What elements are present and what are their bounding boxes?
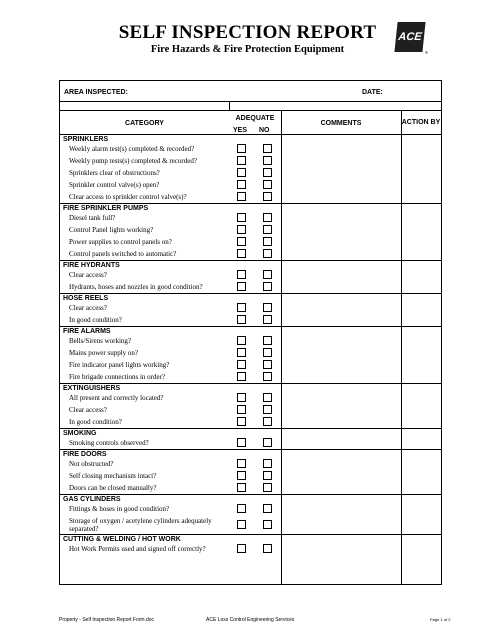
adequate-divider-tick [229,102,230,110]
checklist-item-label: Weekly pump tests(s) completed & recorded? [69,157,197,165]
yes-checkbox[interactable] [237,438,246,447]
checklist-item [60,212,441,224]
checklist-item [60,302,441,314]
section-heading: FIRE ALARMS [60,326,441,335]
checklist-item-label: Fire indicator panel lights working? [69,361,170,369]
header-comments: COMMENTS [320,120,362,127]
yes-checkbox[interactable] [237,270,246,279]
yes-checkbox[interactable] [237,336,246,345]
checklist-item-label: Control Panel lights working? [69,226,154,234]
no-checkbox[interactable] [263,417,272,426]
no-checkbox[interactable] [263,225,272,234]
checklist-item [60,503,441,515]
checklist-item-label: Clear access to sprinkler control valve(s)? [69,193,187,201]
no-checkbox[interactable] [263,348,272,357]
checklist-item-label: All present and correctly located? [69,394,164,402]
no-checkbox[interactable] [263,237,272,246]
report-title: SELF INSPECTION REPORT [118,22,377,43]
checklist-item-label: Control panels switched to automatic? [69,250,177,258]
section-heading: FIRE SPRINKLER PUMPS [60,203,441,212]
checklist-item [60,191,441,203]
yes-checkbox[interactable] [237,372,246,381]
yes-checkbox[interactable] [237,504,246,513]
no-checkbox[interactable] [263,360,272,369]
area-inspected-label: AREA INSPECTED: [64,89,128,96]
checklist-item [60,482,441,494]
checklist-item [60,404,441,416]
checklist-item-label: Smoking controls observed? [69,439,149,447]
checklist-item [60,179,441,191]
header-adequate: ADEQUATE [235,115,275,122]
header-action-by: ACTION BY [401,119,441,126]
no-checkbox[interactable] [263,180,272,189]
checklist-item-label: Fittings & hoses in good condition? [69,505,170,513]
checklist-item-label: Clear access? [69,406,107,414]
no-checkbox[interactable] [263,282,272,291]
inspection-form [59,80,442,585]
logo-text: ACE [397,31,423,43]
checklist-item [60,248,441,260]
yes-checkbox[interactable] [237,192,246,201]
yes-checkbox[interactable] [237,144,246,153]
section-heading: FIRE DOORS [60,449,441,458]
report-subtitle: Fire Hazards & Fire Protection Equipment [150,44,345,55]
checklist-item-label: Fire brigade connections in order? [69,373,166,381]
spacer-row [60,102,441,110]
checklist-item-label: Mains power supply on? [69,349,139,357]
checklist-item [60,155,441,167]
checklist-item-label: Weekly alarm test(s) completed & recorded? [69,145,195,153]
registered-mark: ® [425,50,428,55]
checklist-item-label: Hot Work Permits used and signed off correctly? [69,545,206,553]
checklist-item-label: Sprinkler control valve(s) open? [69,181,160,189]
header-no: NO [259,127,270,134]
checklist-item [60,143,441,155]
checklist-item-label: Clear access? [69,304,107,312]
checklist-item-label: Hydrants, hoses and nozzles in good condition? [69,283,203,291]
no-checkbox[interactable] [263,520,272,529]
yes-checkbox[interactable] [237,405,246,414]
checklist-item [60,167,441,179]
header-yes: YES [233,127,248,134]
section-heading: GAS CYLINDERS [60,494,441,503]
no-checkbox[interactable] [263,249,272,258]
no-checkbox[interactable] [263,544,272,553]
section-heading: EXTINGUISHERS [60,383,441,392]
yes-checkbox[interactable] [237,315,246,324]
yes-checkbox[interactable] [237,360,246,369]
no-checkbox[interactable] [263,156,272,165]
section-heading: CUTTING & WELDING / HOT WORK [60,534,441,543]
checklist-item [60,281,441,293]
checklist-body [60,134,441,555]
checklist-item-label: Doors can be closed manually? [69,484,157,492]
checklist-item-label: Not obstructed? [69,460,114,468]
checklist-item-label: Storage of oxygen / acetylene cylinders adequately separated? [69,517,212,533]
yes-checkbox[interactable] [237,225,246,234]
footer-filename: Property - Self Inspection Report Form.doc [59,617,155,623]
ace-logo [394,22,425,52]
yes-checkbox[interactable] [237,483,246,492]
section-heading: HOSE REELS [60,293,441,302]
checklist-item-label: Sprinklers clear of obstructions? [69,169,160,177]
footer-company: ACE Loss Control Engineering Services [206,617,295,623]
checklist-item [60,437,441,449]
checklist-item [60,470,441,482]
yes-checkbox[interactable] [237,544,246,553]
yes-checkbox[interactable] [237,303,246,312]
no-checkbox[interactable] [263,393,272,402]
yes-checkbox[interactable] [237,393,246,402]
no-checkbox[interactable] [263,192,272,201]
checklist-item [60,543,441,555]
yes-checkbox[interactable] [237,213,246,222]
footer-page-number: Page 1 of 2 [430,617,451,622]
header-category: CATEGORY [125,120,164,127]
yes-checkbox[interactable] [237,249,246,258]
no-checkbox[interactable] [263,405,272,414]
no-checkbox[interactable] [263,372,272,381]
section-heading: SPRINKLERS [60,134,441,143]
no-checkbox[interactable] [263,438,272,447]
area-date-row [60,81,441,102]
no-checkbox[interactable] [263,213,272,222]
section-heading: FIRE HYDRANTS [60,260,441,269]
yes-checkbox[interactable] [237,348,246,357]
yes-checkbox[interactable] [237,168,246,177]
checklist-item [60,416,441,428]
no-checkbox[interactable] [263,144,272,153]
yes-checkbox[interactable] [237,417,246,426]
checklist-item [60,392,441,404]
checklist-item [60,347,441,359]
checklist-item-label: Self closing mechanism intact? [69,472,157,480]
no-checkbox[interactable] [263,315,272,324]
no-checkbox[interactable] [263,471,272,480]
yes-checkbox[interactable] [237,282,246,291]
yes-checkbox[interactable] [237,180,246,189]
checklist-item [60,224,441,236]
no-checkbox[interactable] [263,336,272,345]
yes-checkbox[interactable] [237,156,246,165]
checklist-item [60,458,441,470]
checklist-item [60,269,441,281]
yes-checkbox[interactable] [237,471,246,480]
no-checkbox[interactable] [263,270,272,279]
no-checkbox[interactable] [263,483,272,492]
checklist-item [60,515,441,534]
yes-checkbox[interactable] [237,520,246,529]
date-label: DATE: [362,89,383,96]
checklist-item-label: Diesel tank full? [69,214,116,222]
checklist-item-label: Clear access? [69,271,107,279]
checklist-item [60,371,441,383]
section-heading: SMOKING [60,428,441,437]
yes-checkbox[interactable] [237,237,246,246]
no-checkbox[interactable] [263,504,272,513]
checklist-item-label: In good condition? [69,316,122,324]
checklist-item-label: In good condition? [69,418,122,426]
table-header [60,110,441,134]
checklist-item-label: Bells/Sirens working? [69,337,132,345]
yes-checkbox[interactable] [237,459,246,468]
checklist-item [60,314,441,326]
checklist-item-label: Power supplies to control panels on? [69,238,172,246]
no-checkbox[interactable] [263,303,272,312]
checklist-item [60,359,441,371]
checklist-item [60,335,441,347]
no-checkbox[interactable] [263,459,272,468]
no-checkbox[interactable] [263,168,272,177]
page-footer [0,617,495,625]
checklist-item [60,236,441,248]
